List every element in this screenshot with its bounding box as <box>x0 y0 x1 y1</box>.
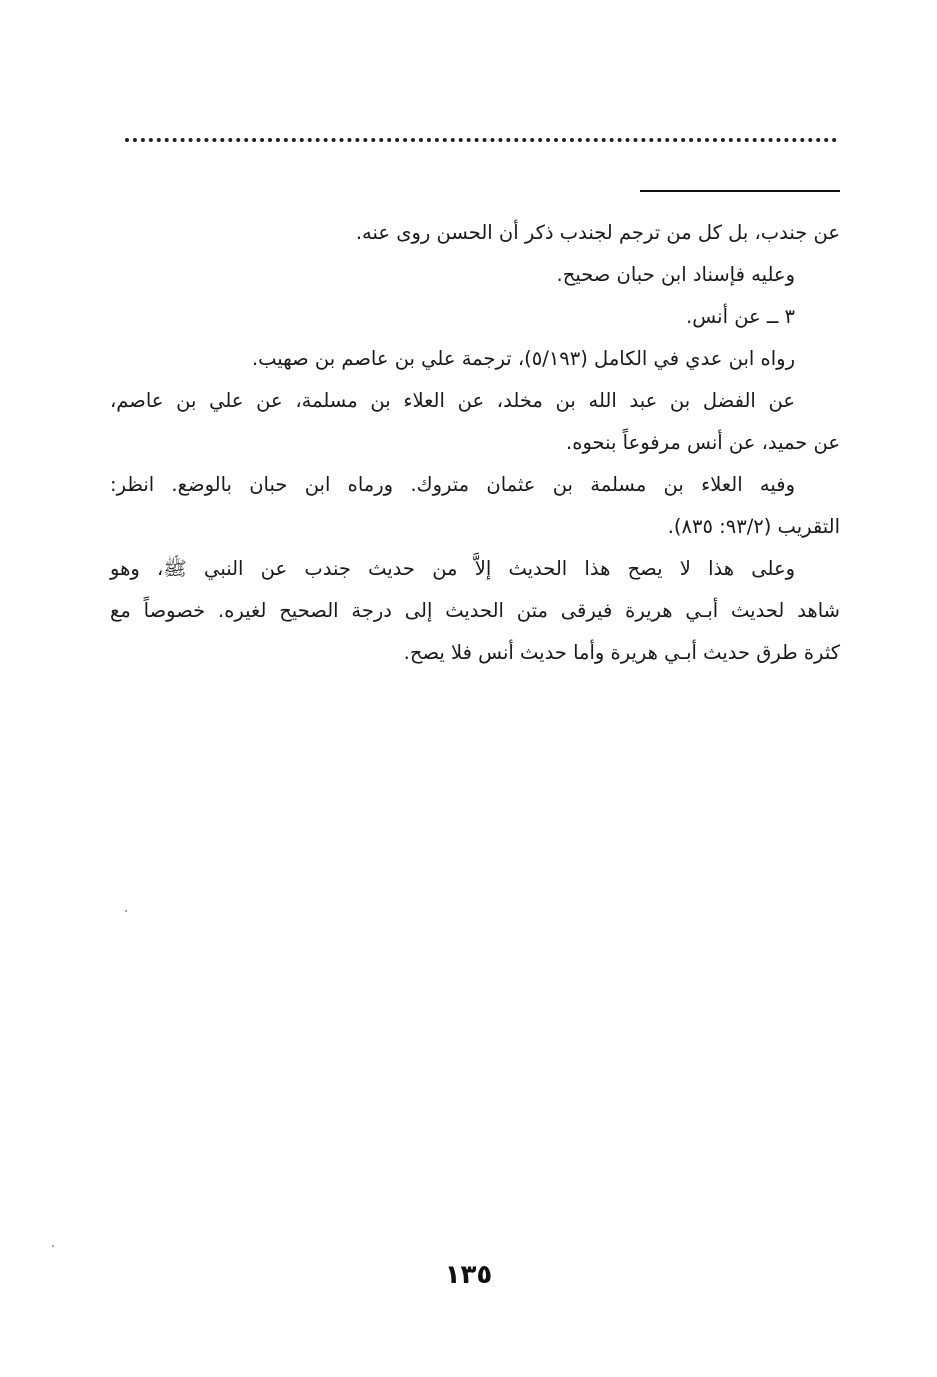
page-number: ١٣٥ <box>444 1260 493 1290</box>
dotted-separator <box>125 138 837 142</box>
body-text <box>110 212 840 674</box>
text-line: عن جندب، بل كل من ترجم لجندب ذكر أن الحسن روى عنه. <box>355 221 840 244</box>
text-line: رواه ابن عدي في الكامل (٥/١٩٣)، ترجمة علي بن عاصم بن صهيب. <box>251 347 795 370</box>
text-line: شاهد لحديث أبـي هريرة فيرقى متن الحديث إلى درجة الصحيح لغيره. خصوصاً مع <box>110 599 840 622</box>
scan-speck <box>52 1245 54 1247</box>
text-line: عن الفضل بن عبد الله بن مخلد، عن العلاء بن مسلمة، عن علي بن عاصم، <box>110 389 795 412</box>
footnote-separator-line <box>640 190 840 192</box>
text-line: وعلى هذا لا يصح هذا الحديث إلاَّ من حديث جندب عن النبي ﷺ، وهو <box>110 557 795 580</box>
text-line: كثرة طرق حديث أبـي هريرة وأما حديث أنس فلا يصح. <box>403 641 840 664</box>
scan-speck <box>125 910 127 912</box>
text-line: وفيه العلاء بن مسلمة بن عثمان متروك. ورماه ابن حبان بالوضع. انظر: <box>110 473 795 496</box>
text-line: التقريب (٩٣/٢: ٨٣٥). <box>667 515 840 538</box>
text-line: وعليه فإسناد ابن حبان صحيح. <box>556 263 795 286</box>
text-line: عن حميد، عن أنس مرفوعاً بنحوه. <box>566 431 840 454</box>
section-heading: ٣ ــ عن أنس. <box>686 305 795 328</box>
